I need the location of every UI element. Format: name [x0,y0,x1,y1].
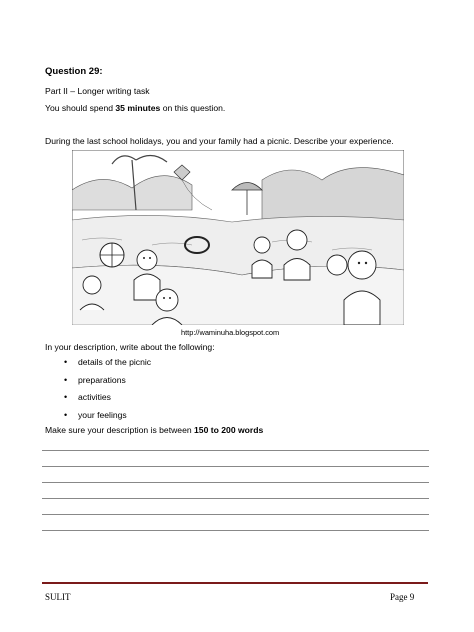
list-item [64,357,151,375]
page-number: Page 9 [390,592,415,602]
writing-line[interactable] [42,530,429,531]
bullet-icon: • [64,409,68,420]
writing-line[interactable] [42,498,429,499]
bullet-text: details of the picnic [78,357,152,367]
bullet-icon: • [64,392,68,402]
writing-line[interactable] [42,482,429,483]
footer-label: SULIT [45,592,71,602]
part-label: Part II – Longer writing task [45,86,150,96]
bullet-text: your feelings [78,409,127,420]
word-bold: 150 to 200 words [194,425,264,435]
word-prefix: Make sure your description is between [45,425,195,435]
bullet-text: preparations [78,374,126,385]
time-prefix: You should spend [45,103,116,113]
writing-line[interactable] [42,450,429,451]
bullet-list [64,357,151,427]
writing-line[interactable] [42,466,429,467]
time-suffix: on this question. [160,103,226,113]
time-bold: 35 minutes [115,103,161,113]
writing-line[interactable] [42,514,429,515]
illustration-caption: http://waminuha.blogspot.com [181,328,280,337]
bullet-icon: • [64,357,68,367]
question-prompt: During the last school holidays, you and your family had a picnic. Describe your experience. [45,136,394,146]
picnic-illustration [72,150,404,325]
list-item [64,392,151,410]
instructions-intro: In your description, write about the following: [45,342,215,352]
question-title: Question 29: [45,66,103,77]
time-instruction [45,103,225,113]
bullet-icon: • [64,374,68,385]
word-count-instruction [45,425,263,435]
list-item [64,375,151,393]
bullet-text: activities [78,392,111,402]
footer-divider [42,582,428,584]
